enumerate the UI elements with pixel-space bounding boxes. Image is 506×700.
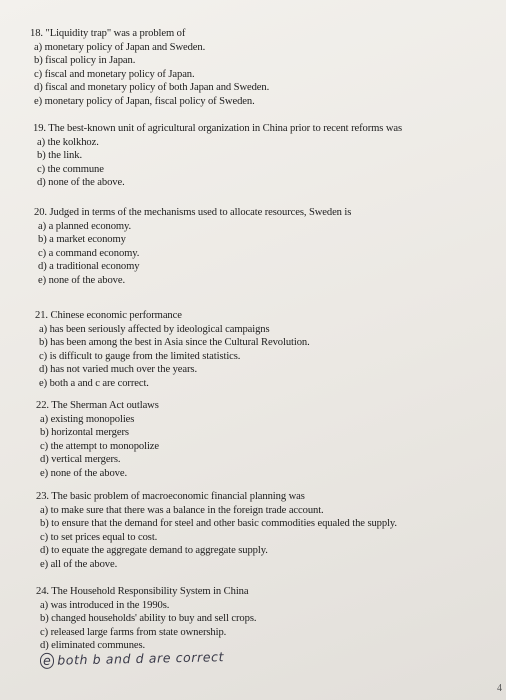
question-19 — [33, 122, 402, 190]
option-a: a) has been seriously affected by ideological campaigns — [39, 323, 270, 335]
option-e: e) both a and c are correct. — [39, 377, 149, 389]
page-number: 4 — [497, 683, 502, 694]
option-list — [34, 220, 351, 288]
option-list — [36, 504, 397, 572]
option-c: c) released large farms from state ownership. — [40, 626, 227, 638]
question-stem: 18. "Liquidity trap" was a problem of — [30, 28, 186, 39]
question-20 — [34, 206, 351, 288]
option-d: d) fiscal and monetary policy of both Japan and Sweden. — [34, 82, 270, 94]
question-stem: 20. Judged in terms of the mechanisms used to allocate resources, Sweden is — [34, 207, 352, 218]
option-e: e) monetary policy of Japan, fiscal policy of Sweden. — [34, 95, 255, 107]
option-list — [30, 41, 269, 109]
option-a: a) existing monopolies — [40, 413, 135, 425]
question-stem: 23. The basic problem of macroeconomic financial planning was — [36, 491, 305, 502]
option-list — [33, 136, 402, 190]
option-a: a) was introduced in the 1990s. — [40, 599, 170, 611]
handwritten-answer — [40, 649, 224, 668]
option-c: c) the commune — [37, 163, 104, 175]
option-list — [36, 599, 256, 670]
option-b: b) the link. — [37, 150, 82, 162]
question-21 — [35, 309, 310, 391]
question-stem: 22. The Sherman Act outlaws — [36, 400, 159, 411]
option-c: c) a command economy. — [38, 247, 140, 259]
option-d: d) a traditional economy — [38, 261, 140, 273]
option-e: e) none of the above. — [38, 274, 126, 286]
option-c: c) is difficult to gauge from the limited statistics. — [39, 350, 241, 362]
option-d: d) none of the above. — [37, 177, 125, 189]
option-b: b) has been among the best in Asia since the Cultural Revolution. — [39, 337, 310, 349]
option-list — [35, 323, 310, 391]
circled-letter: e — [40, 653, 55, 669]
option-d: d) eliminated communes. — [40, 640, 146, 652]
question-24 — [36, 585, 256, 670]
option-c: c) the attempt to monopolize — [40, 440, 159, 452]
question-22 — [36, 399, 159, 481]
option-a: a) a planned economy. — [38, 220, 132, 232]
handwritten-option-e — [36, 649, 256, 670]
option-e: e) all of the above. — [40, 558, 118, 570]
option-a: a) the kolkhoz. — [37, 136, 99, 148]
option-c: c) to set prices equal to cost. — [40, 531, 158, 543]
question-stem: 19. The best-known unit of agricultural organization in China prior to recent reforms was — [33, 123, 403, 134]
option-d: d) to equate the aggregate demand to aggregate supply. — [40, 545, 268, 557]
question-23 — [36, 490, 397, 572]
question-stem: 21. Chinese economic performance — [35, 310, 182, 321]
option-c: c) fiscal and monetary policy of Japan. — [34, 68, 195, 80]
option-b: b) to ensure that the demand for steel and other basic commodities equaled the supply. — [40, 518, 397, 530]
handwritten-answer-text: both b and d are correct — [57, 649, 225, 668]
option-d: d) has not varied much over the years. — [39, 364, 197, 376]
question-stem: 24. The Household Responsibility System in China — [36, 586, 249, 597]
option-b: b) fiscal policy in Japan. — [34, 55, 136, 67]
option-list — [36, 413, 159, 481]
option-a: a) to make sure that there was a balance in the foreign trade account. — [40, 504, 324, 516]
option-b: b) changed households' ability to buy and sell crops. — [40, 613, 257, 625]
option-b: b) horizontal mergers — [40, 427, 129, 439]
question-18 — [30, 27, 269, 109]
option-b: b) a market economy — [38, 234, 126, 246]
option-d: d) vertical mergers. — [40, 454, 121, 466]
option-a: a) monetary policy of Japan and Sweden. — [34, 41, 206, 53]
option-e: e) none of the above. — [40, 467, 128, 479]
